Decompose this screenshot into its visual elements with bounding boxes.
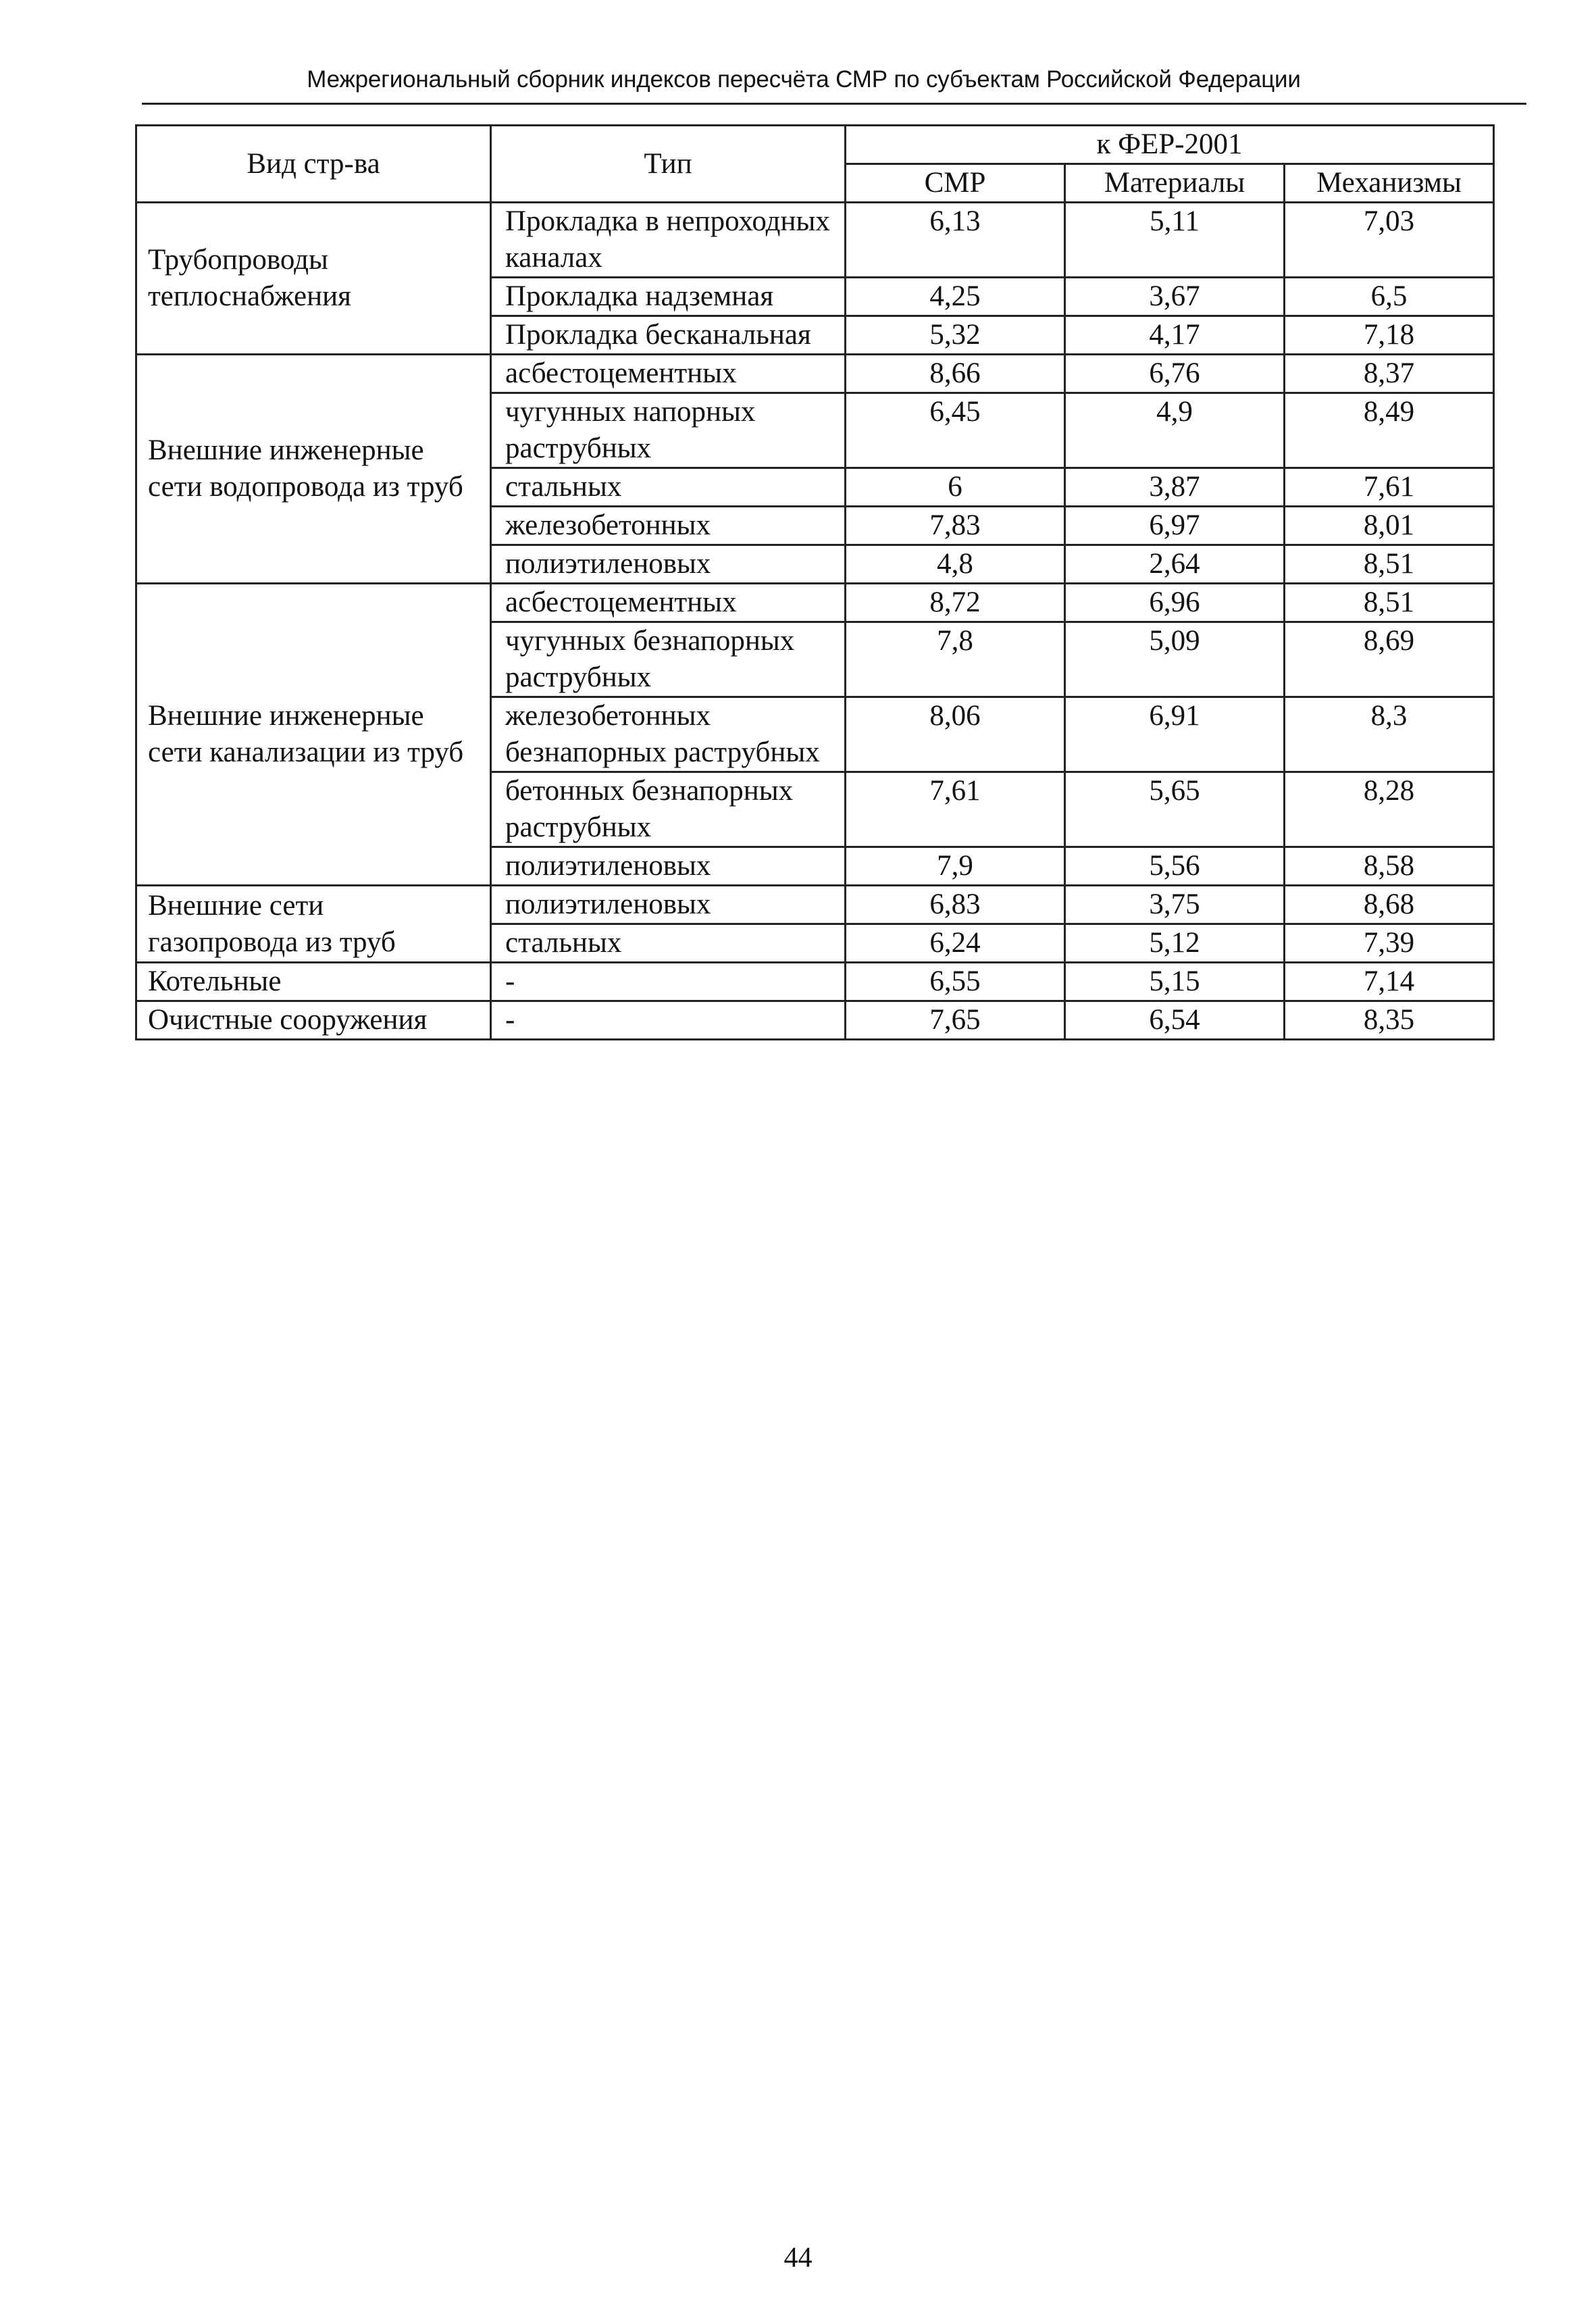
index-table xyxy=(135,124,1495,1040)
column-header-mechanisms: Механизмы xyxy=(1285,164,1494,203)
mechanisms-index-cell: 7,14 xyxy=(1285,963,1494,1001)
table-row xyxy=(136,963,1494,1001)
pipe-type-cell: чугунных безнапорных раструбных xyxy=(491,622,846,697)
smr-index-cell: 8,66 xyxy=(846,355,1065,393)
smr-index-cell: 7,9 xyxy=(846,847,1065,886)
mechanisms-index-cell: 6,5 xyxy=(1285,278,1494,316)
pipe-type-cell: чугунных напорных раструбных xyxy=(491,393,846,468)
mechanisms-index-cell: 7,03 xyxy=(1285,203,1494,278)
smr-index-cell: 8,72 xyxy=(846,584,1065,622)
materials-index-cell: 3,75 xyxy=(1065,886,1285,924)
smr-index-cell: 7,65 xyxy=(846,1001,1065,1040)
mechanisms-index-cell: 8,35 xyxy=(1285,1001,1494,1040)
mechanisms-index-cell: 8,51 xyxy=(1285,545,1494,584)
pipe-type-cell: Прокладка надземная xyxy=(491,278,846,316)
smr-index-cell: 6,24 xyxy=(846,924,1065,963)
pipe-type-cell: Прокладка бесканальная xyxy=(491,316,846,355)
materials-index-cell: 5,65 xyxy=(1065,772,1285,847)
mechanisms-index-cell: 8,37 xyxy=(1285,355,1494,393)
materials-index-cell: 3,87 xyxy=(1065,468,1285,507)
materials-index-cell: 4,17 xyxy=(1065,316,1285,355)
smr-index-cell: 7,8 xyxy=(846,622,1065,697)
pipe-type-cell: асбестоцементных xyxy=(491,584,846,622)
materials-index-cell: 5,11 xyxy=(1065,203,1285,278)
page-number: 44 xyxy=(783,2242,813,2273)
column-header-kind: Вид стр-ва xyxy=(136,126,491,203)
table-row xyxy=(136,886,1494,924)
pipe-type-cell: полиэтиленовых xyxy=(491,847,846,886)
materials-index-cell: 3,67 xyxy=(1065,278,1285,316)
smr-index-cell: 4,8 xyxy=(846,545,1065,584)
materials-index-cell: 5,15 xyxy=(1065,963,1285,1001)
mechanisms-index-cell: 8,51 xyxy=(1285,584,1494,622)
materials-index-cell: 4,9 xyxy=(1065,393,1285,468)
pipe-type-cell: - xyxy=(491,1001,846,1040)
mechanisms-index-cell: 7,39 xyxy=(1285,924,1494,963)
construction-kind-cell: Внешние инженерные сети канализации из труб xyxy=(136,584,491,886)
construction-kind-cell: Котельные xyxy=(136,963,491,1001)
smr-index-cell: 6,55 xyxy=(846,963,1065,1001)
smr-index-cell: 4,25 xyxy=(846,278,1065,316)
table-row xyxy=(136,1001,1494,1040)
pipe-type-cell: полиэтиленовых xyxy=(491,545,846,584)
materials-index-cell: 6,54 xyxy=(1065,1001,1285,1040)
construction-kind-cell: Трубопроводы теплоснабжения xyxy=(136,203,491,355)
smr-index-cell: 5,32 xyxy=(846,316,1065,355)
materials-index-cell: 5,12 xyxy=(1065,924,1285,963)
pipe-type-cell: - xyxy=(491,963,846,1001)
table-row xyxy=(136,584,1494,622)
column-header-smr: СМР xyxy=(846,164,1065,203)
pipe-type-cell: железобетонных безнапорных раструбных xyxy=(491,697,846,772)
mechanisms-index-cell: 7,61 xyxy=(1285,468,1494,507)
construction-kind-cell: Внешние сети газопровода из труб xyxy=(136,886,491,963)
materials-index-cell: 6,97 xyxy=(1065,507,1285,545)
mechanisms-index-cell: 8,68 xyxy=(1285,886,1494,924)
smr-index-cell: 8,06 xyxy=(846,697,1065,772)
smr-index-cell: 6 xyxy=(846,468,1065,507)
pipe-type-cell: полиэтиленовых xyxy=(491,886,846,924)
mechanisms-index-cell: 8,69 xyxy=(1285,622,1494,697)
column-header-type: Тип xyxy=(491,126,846,203)
construction-kind-cell: Очистные сооружения xyxy=(136,1001,491,1040)
materials-index-cell: 6,76 xyxy=(1065,355,1285,393)
smr-index-cell: 6,13 xyxy=(846,203,1065,278)
pipe-type-cell: Прокладка в непроходных каналах xyxy=(491,203,846,278)
pipe-type-cell: стальных xyxy=(491,924,846,963)
table-row xyxy=(136,203,1494,278)
mechanisms-index-cell: 8,58 xyxy=(1285,847,1494,886)
materials-index-cell: 5,09 xyxy=(1065,622,1285,697)
mechanisms-index-cell: 7,18 xyxy=(1285,316,1494,355)
table-row xyxy=(136,355,1494,393)
materials-index-cell: 6,96 xyxy=(1065,584,1285,622)
materials-index-cell: 2,64 xyxy=(1065,545,1285,584)
smr-index-cell: 6,45 xyxy=(846,393,1065,468)
mechanisms-index-cell: 8,28 xyxy=(1285,772,1494,847)
pipe-type-cell: асбестоцементных xyxy=(491,355,846,393)
page-header: Межрегиональный сборник индексов пересчёта СМР по субъектам Российской Федерации xyxy=(307,66,1301,93)
pipe-type-cell: стальных xyxy=(491,468,846,507)
construction-kind-cell: Внешние инженерные сети водопровода из труб xyxy=(136,355,491,584)
header-rule xyxy=(142,103,1526,105)
smr-index-cell: 7,83 xyxy=(846,507,1065,545)
materials-index-cell: 5,56 xyxy=(1065,847,1285,886)
materials-index-cell: 6,91 xyxy=(1065,697,1285,772)
mechanisms-index-cell: 8,49 xyxy=(1285,393,1494,468)
pipe-type-cell: железобетонных xyxy=(491,507,846,545)
mechanisms-index-cell: 8,01 xyxy=(1285,507,1494,545)
pipe-type-cell: бетонных безнапорных раструбных xyxy=(491,772,846,847)
column-group-header: к ФЕР-2001 xyxy=(846,126,1494,164)
table-body xyxy=(136,203,1494,1040)
table-header xyxy=(136,126,1494,203)
smr-index-cell: 7,61 xyxy=(846,772,1065,847)
smr-index-cell: 6,83 xyxy=(846,886,1065,924)
column-header-materials: Материалы xyxy=(1065,164,1285,203)
mechanisms-index-cell: 8,3 xyxy=(1285,697,1494,772)
